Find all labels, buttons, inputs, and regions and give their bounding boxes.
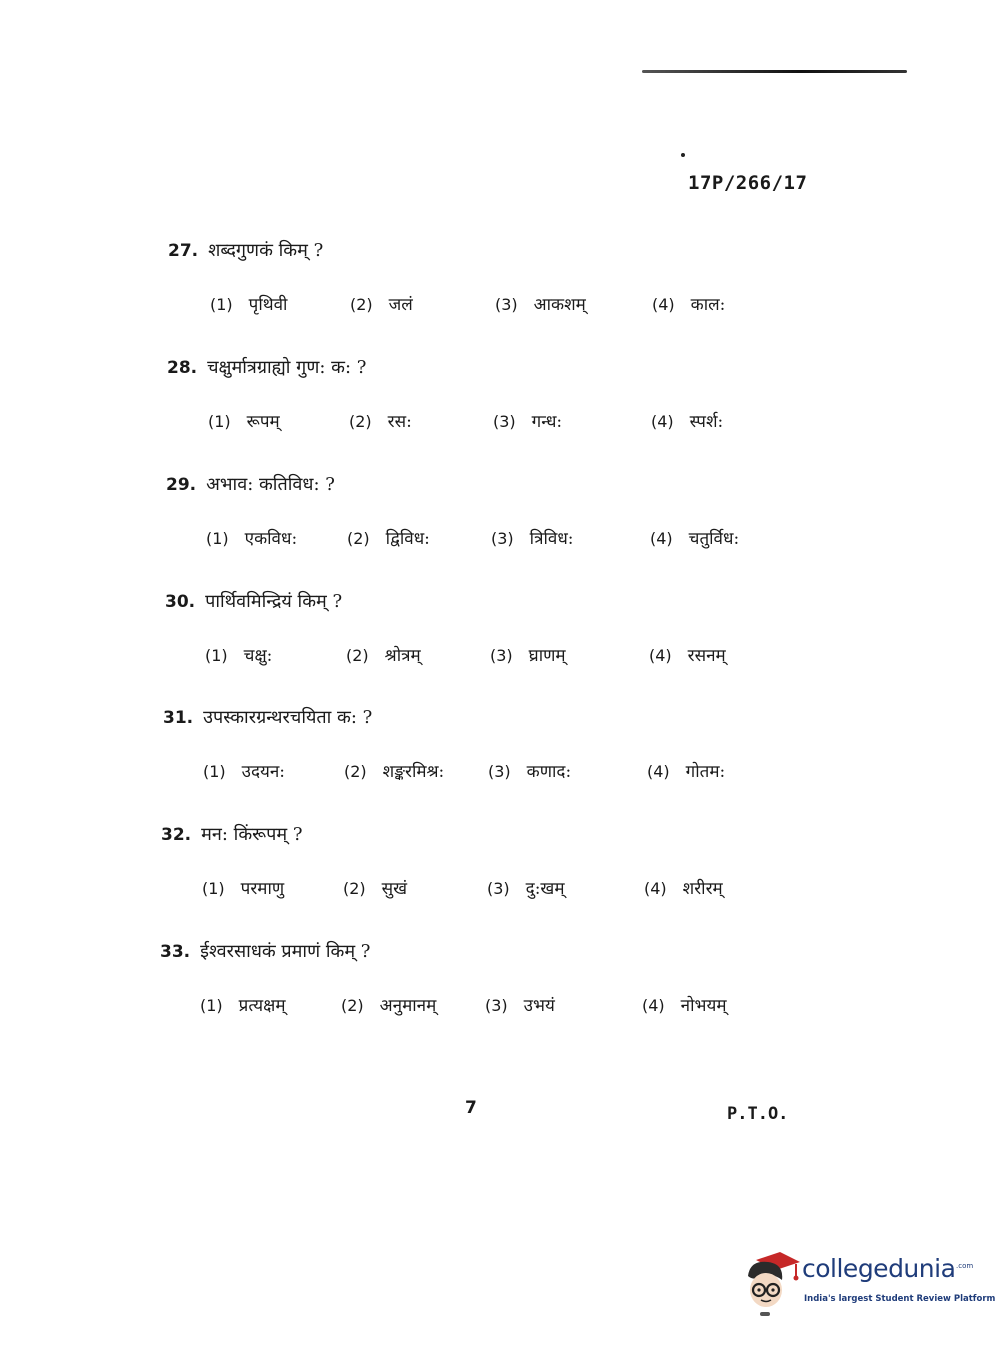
option-number: (3) bbox=[493, 412, 516, 431]
mascot-icon bbox=[742, 1250, 802, 1314]
option-4 bbox=[642, 993, 727, 1016]
question-number: 31. bbox=[163, 708, 194, 728]
question-text: शब्दगुणकं किम् ? bbox=[208, 240, 324, 261]
option-number: (4) bbox=[650, 529, 673, 548]
option-text: दु:खम् bbox=[525, 879, 565, 899]
option-4 bbox=[650, 526, 739, 549]
option-text: कणाद: bbox=[526, 762, 572, 782]
option-text: रसनम् bbox=[687, 646, 726, 666]
question-stem bbox=[167, 355, 366, 379]
option-text: त्रिविध: bbox=[529, 529, 574, 549]
option-text: उभयं bbox=[523, 996, 555, 1016]
option-number: (4) bbox=[651, 412, 674, 431]
question-27 bbox=[0, 238, 1001, 348]
page-number: 7 bbox=[465, 1098, 477, 1118]
option-number: (1) bbox=[206, 529, 229, 548]
option-number: (3) bbox=[491, 529, 514, 548]
option-text: पृथिवी bbox=[248, 295, 288, 315]
option-number: (3) bbox=[488, 762, 511, 781]
option-number: (1) bbox=[202, 879, 225, 898]
option-1 bbox=[205, 643, 272, 666]
option-1 bbox=[202, 876, 284, 899]
option-1 bbox=[208, 409, 280, 432]
question-33 bbox=[0, 939, 1001, 1049]
option-3 bbox=[495, 292, 586, 315]
option-number: (3) bbox=[490, 646, 513, 665]
option-text: गोतम: bbox=[685, 762, 726, 782]
option-2 bbox=[349, 409, 412, 432]
option-number: (4) bbox=[652, 295, 675, 314]
option-text: परमाणु bbox=[240, 879, 285, 899]
question-stem bbox=[161, 822, 303, 846]
brand-tagline: India's largest Student Review Platform bbox=[804, 1294, 996, 1304]
question-stem bbox=[168, 238, 323, 262]
ink-dot bbox=[681, 153, 685, 157]
question-number: 32. bbox=[161, 825, 192, 845]
question-stem bbox=[165, 589, 342, 613]
option-number: (4) bbox=[649, 646, 672, 665]
option-number: (2) bbox=[347, 529, 370, 548]
option-number: (3) bbox=[495, 295, 518, 314]
question-number: 27. bbox=[168, 241, 199, 261]
option-text: सुखं bbox=[381, 879, 408, 899]
option-number: (2) bbox=[346, 646, 369, 665]
option-text: द्विविध: bbox=[385, 529, 430, 549]
option-3 bbox=[485, 993, 555, 1016]
option-number: (1) bbox=[203, 762, 226, 781]
option-number: (2) bbox=[349, 412, 372, 431]
option-text: चतुर्विध: bbox=[688, 529, 740, 549]
option-text: प्रत्यक्षम् bbox=[238, 996, 286, 1016]
option-2 bbox=[341, 993, 436, 1016]
option-4 bbox=[647, 759, 725, 782]
option-1 bbox=[210, 292, 287, 315]
option-number: (4) bbox=[644, 879, 667, 898]
option-3 bbox=[487, 876, 565, 899]
option-1 bbox=[200, 993, 286, 1016]
option-2 bbox=[346, 643, 421, 666]
option-text: श्रोत्रम् bbox=[384, 646, 421, 666]
option-3 bbox=[490, 643, 566, 666]
option-1 bbox=[206, 526, 297, 549]
option-number: (1) bbox=[200, 996, 223, 1015]
collegedunia-logo bbox=[742, 1250, 996, 1320]
option-3 bbox=[491, 526, 574, 549]
option-text: शङ्करमिश्र: bbox=[382, 762, 445, 782]
option-text: अनुमानम् bbox=[379, 996, 437, 1016]
paper-code: 17P/266/17 bbox=[688, 172, 808, 194]
option-number: (1) bbox=[210, 295, 233, 314]
option-text: एकविध: bbox=[244, 529, 298, 549]
option-number: (3) bbox=[487, 879, 510, 898]
question-text: उपस्कारग्रन्थरचयिता क: ? bbox=[203, 707, 373, 728]
option-number: (2) bbox=[344, 762, 367, 781]
option-2 bbox=[347, 526, 430, 549]
option-4 bbox=[649, 643, 726, 666]
pto-label: P.T.O. bbox=[727, 1104, 789, 1124]
question-31 bbox=[0, 705, 1001, 815]
ink-smudge bbox=[760, 1312, 770, 1316]
question-stem bbox=[160, 939, 370, 963]
question-number: 30. bbox=[165, 592, 196, 612]
option-number: (4) bbox=[647, 762, 670, 781]
option-text: काल: bbox=[690, 295, 726, 315]
option-text: घ्राणम् bbox=[528, 646, 566, 666]
question-text: चक्षुर्मात्रग्राह्यो गुण: क: ? bbox=[207, 357, 367, 378]
option-text: चक्षु: bbox=[243, 646, 273, 666]
option-3 bbox=[488, 759, 571, 782]
question-32 bbox=[0, 822, 1001, 932]
option-text: गन्ध: bbox=[531, 412, 563, 432]
question-number: 28. bbox=[167, 358, 198, 378]
option-4 bbox=[651, 409, 723, 432]
question-28 bbox=[0, 355, 1001, 465]
option-1 bbox=[203, 759, 285, 782]
option-number: (2) bbox=[343, 879, 366, 898]
option-text: शरीरम् bbox=[682, 879, 723, 899]
option-number: (3) bbox=[485, 996, 508, 1015]
question-stem bbox=[166, 472, 335, 496]
brand-suffix: .com bbox=[956, 1262, 974, 1270]
option-text: जलं bbox=[388, 295, 413, 315]
option-4 bbox=[652, 292, 725, 315]
option-number: (2) bbox=[341, 996, 364, 1015]
question-stem bbox=[163, 705, 372, 729]
option-text: स्पर्श: bbox=[689, 412, 724, 432]
question-number: 29. bbox=[166, 475, 197, 495]
top-rule bbox=[642, 70, 907, 73]
option-number: (2) bbox=[350, 295, 373, 314]
option-text: रस: bbox=[387, 412, 412, 432]
option-number: (1) bbox=[205, 646, 228, 665]
question-text: ईश्वरसाधकं प्रमाणं किम् ? bbox=[200, 941, 371, 962]
question-30 bbox=[0, 589, 1001, 699]
option-text: उदयन: bbox=[241, 762, 286, 782]
option-number: (4) bbox=[642, 996, 665, 1015]
option-2 bbox=[350, 292, 413, 315]
option-4 bbox=[644, 876, 723, 899]
option-text: आकशम् bbox=[533, 295, 586, 315]
question-text: मन: किंरूपम् ? bbox=[201, 824, 303, 845]
question-text: पार्थिवमिन्द्रियं किम् ? bbox=[205, 591, 343, 612]
option-2 bbox=[343, 876, 407, 899]
question-number: 33. bbox=[160, 942, 191, 962]
option-2 bbox=[344, 759, 444, 782]
question-29 bbox=[0, 472, 1001, 582]
brand-name: collegedunia bbox=[802, 1254, 956, 1283]
option-number: (1) bbox=[208, 412, 231, 431]
option-text: नोभयम् bbox=[680, 996, 727, 1016]
option-3 bbox=[493, 409, 562, 432]
question-text: अभाव: कतिविध: ? bbox=[206, 474, 335, 495]
option-text: रूपम् bbox=[246, 412, 280, 432]
